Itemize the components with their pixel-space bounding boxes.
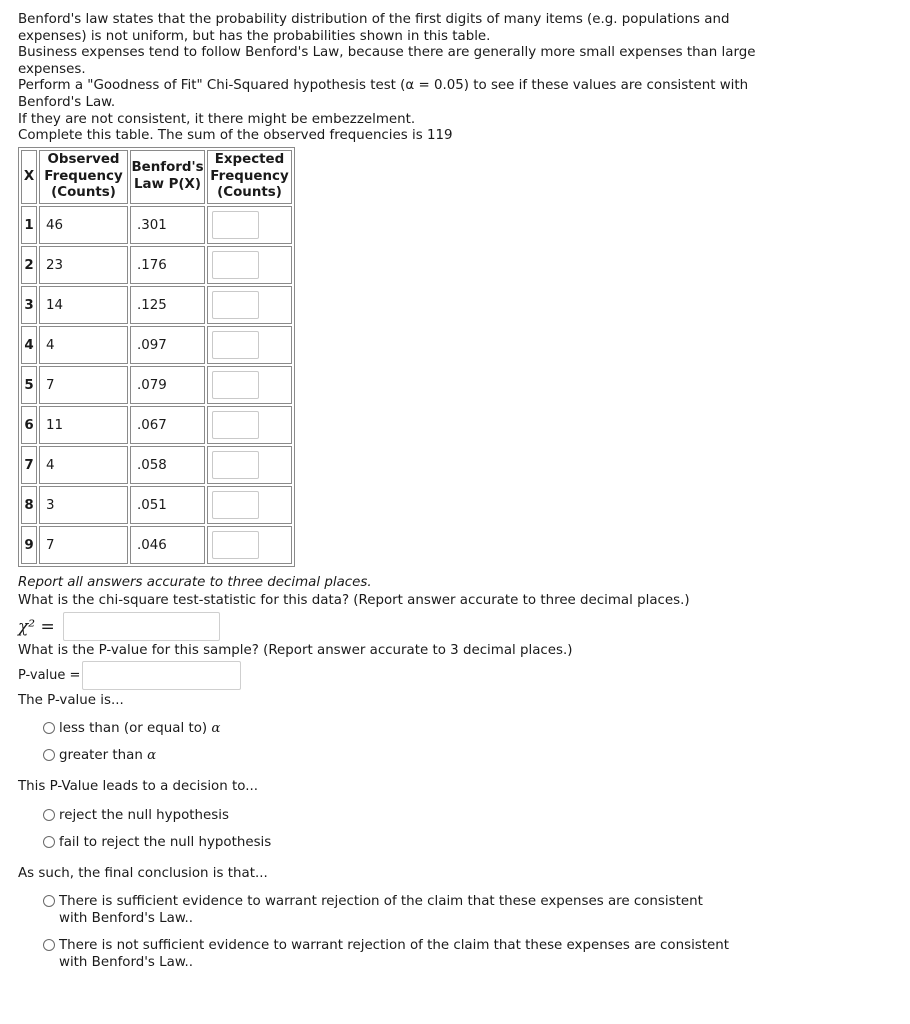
table-row	[21, 446, 292, 484]
p-value-input[interactable]	[82, 661, 241, 690]
option-not-sufficient-evidence[interactable]	[43, 937, 743, 971]
intro-line-perform: Perform a "Goodness of Fit" Chi-Squared hypothesis test (α = 0.05) to see if these values are consistent with Benford's Law.	[18, 78, 749, 110]
cell-probability: .176	[130, 246, 205, 284]
cell-observed: 23	[39, 246, 128, 284]
expected-input[interactable]	[212, 411, 259, 439]
table-row	[21, 486, 292, 524]
radio-button[interactable]	[43, 836, 55, 848]
table-row	[21, 246, 292, 284]
chi-square-input[interactable]	[63, 612, 220, 641]
cell-observed: 7	[39, 526, 128, 564]
chi-square-question: What is the chi-square test-statistic for this data? (Report answer accurate to three decimal places.)	[18, 593, 690, 608]
radio-button[interactable]	[43, 939, 55, 951]
cell-expected	[207, 206, 292, 244]
cell-observed: 4	[39, 446, 128, 484]
cell-expected	[207, 286, 292, 324]
cell-expected	[207, 246, 292, 284]
option-text: less than (or equal to)	[59, 721, 208, 736]
table-row	[21, 526, 292, 564]
option-fail-to-reject-null[interactable]	[43, 834, 271, 851]
cell-observed: 46	[39, 206, 128, 244]
cell-x: 8	[21, 486, 37, 524]
table-row	[21, 206, 292, 244]
cell-x: 2	[21, 246, 37, 284]
header-expected-line: (Counts)	[217, 185, 282, 201]
cell-x: 6	[21, 406, 37, 444]
expected-input[interactable]	[212, 491, 259, 519]
cell-expected	[207, 446, 292, 484]
header-observed	[39, 150, 128, 204]
option-label: fail to reject the null hypothesis	[59, 835, 272, 850]
conclusion-prompt: As such, the final conclusion is that...	[18, 866, 268, 881]
radio-button[interactable]	[43, 722, 55, 734]
header-x: X	[21, 150, 37, 204]
header-benford-line: Law P(X)	[134, 177, 201, 192]
intro-line-embezzlement: If they are not consistent, it there might be embezzelment.	[18, 111, 416, 127]
expected-input[interactable]	[212, 331, 259, 359]
radio-button[interactable]	[43, 749, 55, 761]
cell-x: 4	[21, 326, 37, 364]
chi-square-label: χ² =	[18, 616, 55, 637]
cell-expected	[207, 326, 292, 364]
table-header-row	[21, 150, 292, 204]
intro-line-benford: Benford's law states that the probability distribution of the first digits of many items (e.g. populations and expenses) is not uniform, but has the probabilities shown in this table.	[18, 12, 730, 44]
intro-line-complete-table: Complete this table. The sum of the observed frequencies is 119	[18, 128, 453, 144]
p-value-answer-row	[18, 661, 241, 690]
alpha-symbol: α	[211, 721, 221, 736]
table-row	[21, 366, 292, 404]
table-row	[21, 326, 292, 364]
cell-probability: .046	[130, 526, 205, 564]
expected-input[interactable]	[212, 451, 259, 479]
option-label: There is not sufficient evidence to warrant rejection of the claim that these expenses are consistent with Benford's Law..	[59, 938, 730, 970]
header-observed-line: Frequency	[44, 168, 123, 184]
p-value-is-prompt: The P-value is...	[18, 693, 124, 708]
radio-button[interactable]	[43, 809, 55, 821]
option-label	[59, 720, 220, 737]
option-less-than-alpha[interactable]	[43, 720, 220, 737]
expected-input[interactable]	[212, 251, 259, 279]
cell-expected	[207, 366, 292, 404]
cell-observed: 11	[39, 406, 128, 444]
table-row	[21, 406, 292, 444]
expected-input[interactable]	[212, 211, 259, 239]
cell-x: 7	[21, 446, 37, 484]
decision-prompt: This P-Value leads to a decision to...	[18, 779, 258, 794]
cell-probability: .301	[130, 206, 205, 244]
cell-observed: 14	[39, 286, 128, 324]
cell-probability: .051	[130, 486, 205, 524]
header-expected	[207, 150, 292, 204]
question-intro	[18, 12, 758, 145]
intro-line-business: Business expenses tend to follow Benford's Law, because there are generally more small expenses than large expenses.	[18, 45, 756, 77]
chi-square-answer-row	[18, 612, 220, 641]
cell-observed: 4	[39, 326, 128, 364]
cell-probability: .067	[130, 406, 205, 444]
cell-probability: .058	[130, 446, 205, 484]
option-label	[59, 747, 156, 764]
option-label: reject the null hypothesis	[59, 808, 229, 823]
expected-input[interactable]	[212, 291, 259, 319]
header-observed-line: (Counts)	[51, 185, 116, 201]
cell-x: 1	[21, 206, 37, 244]
cell-expected	[207, 526, 292, 564]
cell-probability: .097	[130, 326, 205, 364]
expected-input[interactable]	[212, 371, 259, 399]
option-sufficient-evidence[interactable]	[43, 893, 743, 927]
p-value-question: What is the P-value for this sample? (Report answer accurate to 3 decimal places.)	[18, 643, 573, 658]
radio-button[interactable]	[43, 895, 55, 907]
cell-x: 5	[21, 366, 37, 404]
header-benford	[130, 150, 205, 204]
header-observed-line: Observed	[47, 152, 120, 168]
header-benford-line: Benford's	[131, 160, 204, 176]
option-greater-than-alpha[interactable]	[43, 747, 156, 764]
option-reject-null[interactable]	[43, 807, 229, 824]
cell-x: 9	[21, 526, 37, 564]
table-row	[21, 286, 292, 324]
alpha-symbol: α	[147, 748, 157, 763]
report-note: Report all answers accurate to three decimal places.	[18, 575, 372, 590]
cell-probability: .125	[130, 286, 205, 324]
cell-observed: 3	[39, 486, 128, 524]
expected-input[interactable]	[212, 531, 259, 559]
cell-expected	[207, 486, 292, 524]
p-value-label: P-value =	[18, 668, 81, 683]
header-expected-line: Expected	[214, 152, 285, 168]
benford-table	[18, 147, 295, 567]
header-expected-line: Frequency	[210, 168, 289, 184]
option-label: There is sufficient evidence to warrant rejection of the claim that these expenses are consistent with Benford's Law..	[59, 894, 703, 926]
cell-x: 3	[21, 286, 37, 324]
option-text: greater than	[59, 748, 143, 763]
cell-expected	[207, 406, 292, 444]
cell-observed: 7	[39, 366, 128, 404]
cell-probability: .079	[130, 366, 205, 404]
